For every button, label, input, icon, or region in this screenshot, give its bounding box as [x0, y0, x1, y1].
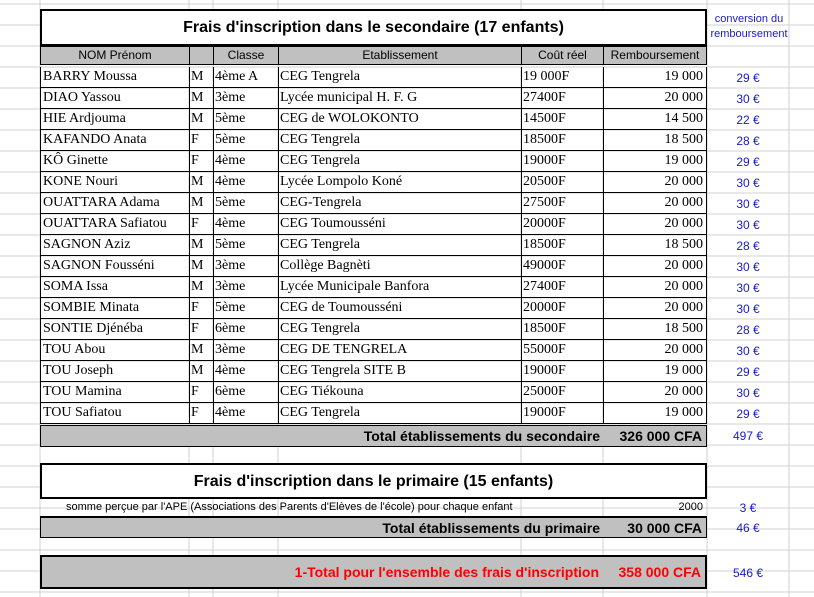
col-header-sex	[189, 46, 214, 65]
cell-school: CEG Tengrela	[278, 151, 522, 172]
cell-refund: 20 000	[603, 277, 707, 298]
table-row	[0, 235, 814, 256]
cell-class: 6ème	[213, 382, 279, 403]
col-header-cost: Coût réel	[521, 46, 604, 65]
cell-name: KÔ Ginette	[40, 151, 190, 172]
cell-name: KAFANDO Anata	[40, 130, 190, 151]
ape-value: 2000	[678, 501, 703, 513]
table-row	[0, 193, 814, 214]
cell-refund: 20 000	[603, 214, 707, 235]
table-row	[0, 151, 814, 172]
cell-name: OUATTARA Safiatou	[40, 214, 190, 235]
conversion-header: conversion du remboursement	[710, 13, 788, 40]
cell-cost: 20000F	[521, 298, 604, 319]
cell-refund: 19 000	[603, 67, 707, 88]
table-row	[0, 109, 814, 130]
cell-name: SOMBIE Minata	[40, 298, 190, 319]
cell-sex: M	[189, 361, 214, 382]
secondary-total-euro: 497 €	[732, 429, 764, 443]
cell-euro: 30 €	[736, 92, 760, 106]
cell-sex: M	[189, 109, 214, 130]
cell-class: 5ème	[213, 130, 279, 151]
cell-sex: F	[189, 298, 214, 319]
cell-cost: 18500F	[521, 319, 604, 340]
cell-class: 3ème	[213, 256, 279, 277]
cell-cost: 55000F	[521, 340, 604, 361]
cell-cost: 27400F	[521, 88, 604, 109]
cell-refund: 20 000	[603, 256, 707, 277]
cell-sex: F	[189, 151, 214, 172]
cell-refund: 18 500	[603, 319, 707, 340]
cell-euro: 30 €	[736, 344, 760, 358]
grand-total-euro: 546 €	[732, 566, 764, 580]
cell-euro: 29 €	[736, 407, 760, 421]
cell-euro: 29 €	[736, 71, 760, 85]
cell-name: SOMA Issa	[40, 277, 190, 298]
primary-title: Frais d'inscription dans le primaire (15 enfants)	[40, 463, 707, 499]
cell-class: 3ème	[213, 340, 279, 361]
cell-cost: 18500F	[521, 130, 604, 151]
cell-name: SAGNON Aziz	[40, 235, 190, 256]
cell-school: CEG DE TENGRELA	[278, 340, 522, 361]
cell-school: CEG de WOLOKONTO	[278, 109, 522, 130]
cell-refund: 20 000	[603, 88, 707, 109]
cell-class: 5ème	[213, 193, 279, 214]
secondary-total-bar	[40, 425, 707, 447]
col-header-school: Etablissement	[278, 46, 522, 65]
cell-sex: M	[189, 67, 214, 88]
cell-school: CEG-Tengrela	[278, 193, 522, 214]
cell-euro: 30 €	[736, 197, 760, 211]
cell-school: CEG Tengrela	[278, 403, 522, 424]
cell-school: CEG Tengrela SITE B	[278, 361, 522, 382]
table-row	[0, 256, 814, 277]
cell-cost: 27500F	[521, 193, 604, 214]
table-row	[0, 67, 814, 88]
cell-refund: 20 000	[603, 382, 707, 403]
cell-sex: M	[189, 235, 214, 256]
cell-euro: 22 €	[736, 113, 760, 127]
cell-cost: 14500F	[521, 109, 604, 130]
table-row	[0, 403, 814, 424]
cell-class: 4ème	[213, 214, 279, 235]
cell-school: CEG Tiékouna	[278, 382, 522, 403]
col-header-name: NOM Prénom	[40, 46, 190, 65]
col-header-class: Classe	[213, 46, 279, 65]
cell-school: CEG Tengrela	[278, 235, 522, 256]
cell-refund: 18 500	[603, 235, 707, 256]
cell-euro: 30 €	[736, 260, 760, 274]
cell-class: 5ème	[213, 298, 279, 319]
cell-class: 3ème	[213, 277, 279, 298]
cell-name: BARRY Moussa	[40, 67, 190, 88]
cell-euro: 28 €	[736, 239, 760, 253]
cell-school: CEG Tengrela	[278, 319, 522, 340]
cell-euro: 28 €	[736, 323, 760, 337]
table-row	[0, 214, 814, 235]
cell-euro: 29 €	[736, 365, 760, 379]
table-row	[0, 298, 814, 319]
cell-cost: 20500F	[521, 172, 604, 193]
cell-euro: 30 €	[736, 302, 760, 316]
cell-class: 4ème A	[213, 67, 279, 88]
primary-total-euro: 46 €	[736, 521, 760, 535]
cell-school: CEG Toumousséni	[278, 214, 522, 235]
grand-total-bar	[40, 555, 707, 589]
table-row	[0, 382, 814, 403]
cell-class: 4ème	[213, 172, 279, 193]
cell-euro: 28 €	[736, 134, 760, 148]
cell-class: 4ème	[213, 361, 279, 382]
table-row	[0, 340, 814, 361]
cell-class: 4ème	[213, 151, 279, 172]
cell-refund: 18 500	[603, 130, 707, 151]
ape-row	[40, 499, 707, 517]
secondary-title: Frais d'inscription dans le secondaire (17 enfants)	[40, 9, 707, 46]
cell-name: TOU Joseph	[40, 361, 190, 382]
table-row	[0, 172, 814, 193]
cell-name: DIAO Yassou	[40, 88, 190, 109]
cell-school: Lycée Lompolo Koné	[278, 172, 522, 193]
cell-refund: 20 000	[603, 172, 707, 193]
cell-name: HIE Ardjouma	[40, 109, 190, 130]
cell-name: KONE Nouri	[40, 172, 190, 193]
cell-cost: 25000F	[521, 382, 604, 403]
cell-sex: M	[189, 340, 214, 361]
table-row	[0, 88, 814, 109]
secondary-total-label: Total établissements du secondaire	[363, 428, 600, 444]
cell-refund: 20 000	[603, 298, 707, 319]
ape-euro: 3 €	[739, 501, 757, 515]
cell-sex: M	[189, 88, 214, 109]
cell-school: Collège Bagnèti	[278, 256, 522, 277]
primary-total-label: Total établissements du primaire	[382, 520, 600, 536]
cell-refund: 19 000	[603, 403, 707, 424]
ape-label: somme perçue par l'APE (Associations des Parents d'Elèves de l'école) pour chaque enfant	[66, 501, 513, 513]
secondary-total-value: 326 000 CFA	[619, 428, 702, 444]
cell-class: 3ème	[213, 88, 279, 109]
cell-cost: 49000F	[521, 256, 604, 277]
cell-euro: 29 €	[736, 155, 760, 169]
cell-sex: F	[189, 214, 214, 235]
cell-sex: F	[189, 403, 214, 424]
col-header-refund: Remboursement	[603, 46, 707, 65]
grand-total-value: 358 000 CFA	[618, 564, 701, 580]
cell-class: 4ème	[213, 403, 279, 424]
grand-total-label: 1-Total pour l'ensemble des frais d'inscription	[294, 564, 599, 580]
cell-sex: M	[189, 256, 214, 277]
cell-euro: 30 €	[736, 386, 760, 400]
cell-euro: 30 €	[736, 218, 760, 232]
cell-sex: M	[189, 277, 214, 298]
cell-cost: 27400F	[521, 277, 604, 298]
cell-cost: 19000F	[521, 361, 604, 382]
table-row	[0, 277, 814, 298]
cell-euro: 30 €	[736, 176, 760, 190]
cell-name: TOU Abou	[40, 340, 190, 361]
cell-school: CEG Tengrela	[278, 67, 522, 88]
cell-class: 5ème	[213, 235, 279, 256]
cell-refund: 19 000	[603, 151, 707, 172]
cell-school: CEG de Toumousséni	[278, 298, 522, 319]
cell-class: 6ème	[213, 319, 279, 340]
cell-name: SAGNON Fousséni	[40, 256, 190, 277]
primary-total-bar	[40, 517, 707, 538]
cell-cost: 20000F	[521, 214, 604, 235]
cell-school: Lycée Municipale Banfora	[278, 277, 522, 298]
cell-class: 5ème	[213, 109, 279, 130]
cell-school: Lycée municipal H. F. G	[278, 88, 522, 109]
cell-cost: 19 000F	[521, 67, 604, 88]
cell-sex: M	[189, 172, 214, 193]
cell-euro: 30 €	[736, 281, 760, 295]
cell-refund: 19 000	[603, 361, 707, 382]
cell-sex: F	[189, 382, 214, 403]
cell-name: OUATTARA Adama	[40, 193, 190, 214]
cell-sex: F	[189, 319, 214, 340]
cell-sex: F	[189, 130, 214, 151]
cell-refund: 14 500	[603, 109, 707, 130]
cell-refund: 20 000	[603, 340, 707, 361]
cell-cost: 19000F	[521, 151, 604, 172]
primary-total-value: 30 000 CFA	[627, 520, 702, 536]
table-row	[0, 361, 814, 382]
cell-sex: M	[189, 193, 214, 214]
cell-refund: 20 000	[603, 193, 707, 214]
cell-name: SONTIE Djénéba	[40, 319, 190, 340]
table-row	[0, 319, 814, 340]
cell-name: TOU Safiatou	[40, 403, 190, 424]
cell-name: TOU Mamina	[40, 382, 190, 403]
table-row	[0, 130, 814, 151]
cell-cost: 18500F	[521, 235, 604, 256]
cell-cost: 19000F	[521, 403, 604, 424]
cell-school: CEG Tengrela	[278, 130, 522, 151]
